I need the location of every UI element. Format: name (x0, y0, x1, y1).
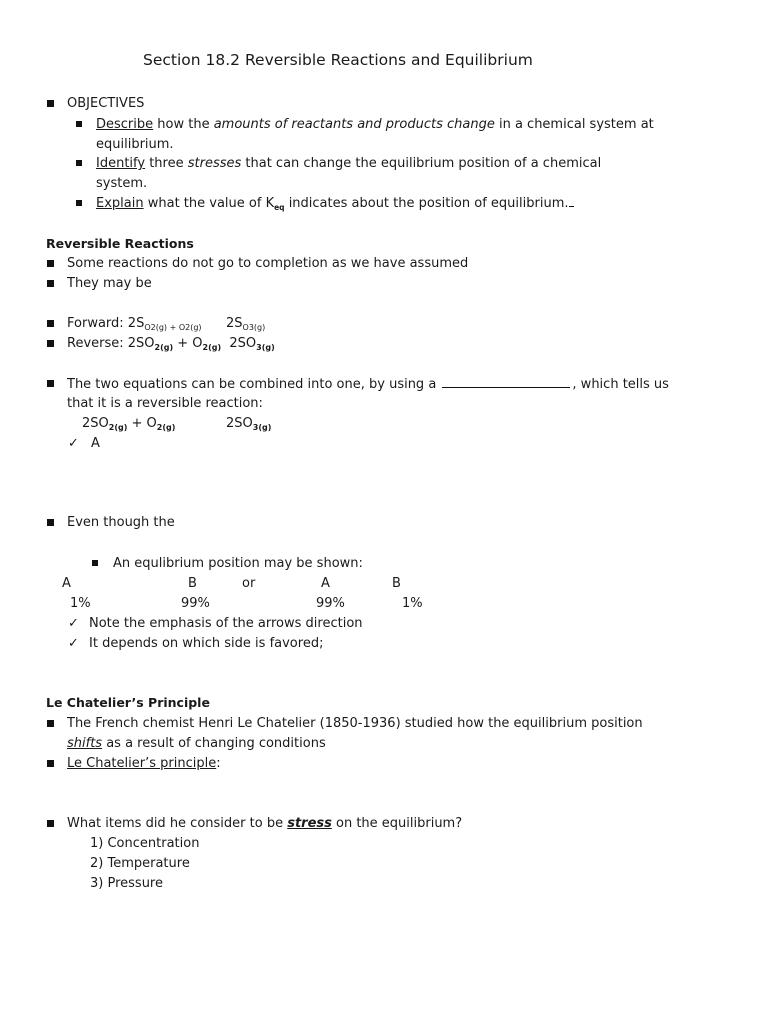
objectives-label: OBJECTIVES (67, 96, 145, 111)
position-row-2-2: 99% (181, 596, 210, 611)
objective-1-line2: equilibrium. (96, 137, 174, 152)
section-heading-reversible: Reversible Reactions (46, 236, 194, 251)
combined-equation-product: $2SO_{3(g)}$ (226, 416, 272, 432)
bullet-icon (47, 380, 54, 387)
le-chatelier-principle: Le Chatelier’s principle: (67, 756, 221, 771)
objective-2-line2: system. (96, 176, 148, 191)
bullet-icon (47, 519, 54, 526)
stress-question: What items did he consider to be stress on the equilibrium? (67, 816, 463, 831)
checkmark-icon: ✓ (68, 636, 79, 651)
bullet-icon (47, 820, 54, 827)
reverse-reaction: Reverse: $2SO_{2(g)} + O_{2(g)}$ $2SO_{3(g)}$ (67, 336, 275, 352)
combined-equation-line2: that it is a reversible reaction: (67, 396, 263, 411)
objective-2: Identify three stresses that can change the equilibrium position of a chemical (96, 156, 602, 171)
forward-reaction: Forward: $2S_{O2(g)}$ $_+$ $_{O2(g)}$ (67, 316, 202, 332)
stress-item-concentration: 1) Concentration (90, 836, 200, 851)
position-row-1-a2: A (321, 576, 330, 591)
position-row-1-b: B (188, 576, 197, 591)
forward-product: $2S_{O3(g)}$ (226, 316, 266, 332)
position-row-1-a: A (62, 576, 71, 591)
bullet-icon (47, 760, 54, 767)
bullet-icon (47, 320, 54, 327)
checkmark-icon: ✓ (68, 436, 79, 451)
bullet-icon (47, 260, 54, 267)
objective-3: Explain what the value of $K_{eq}$ indicates about the position of equilibrium. (96, 196, 574, 216)
equilibrium-position-bullet: An equlibrium position may be shown: (113, 556, 363, 571)
fill-in-blank (442, 376, 570, 388)
bullet-icon (92, 560, 98, 566)
objective-1: Describe how the amounts of reactants and products change in a chemical system at (96, 117, 654, 132)
le-chatelier-bullet-1-line2: shifts as a result of changing conditions (67, 736, 326, 751)
position-row-2-4: 1% (402, 596, 423, 611)
reversible-bullet-1: Some reactions do not go to completion as we have assumed (67, 256, 469, 271)
reversible-bullet-2: They may be (67, 276, 152, 291)
checkmark-icon: ✓ (68, 616, 79, 631)
bullet-icon (47, 100, 54, 107)
combined-equation-text: The two equations can be combined into one, by using a , which tells us (67, 377, 669, 392)
section-heading-le-chatelier: Le Chatelier’s Principle (46, 695, 210, 710)
bullet-icon (47, 280, 54, 287)
position-row-2-3: 99% (316, 596, 345, 611)
position-row-2-1: 1% (70, 596, 91, 611)
bullet-icon (76, 200, 82, 206)
stress-item-pressure: 3) Pressure (90, 876, 163, 891)
note-favored: It depends on which side is favored; (89, 636, 324, 651)
bullet-icon (47, 340, 54, 347)
bullet-icon (47, 720, 54, 727)
check-a: A (91, 436, 100, 451)
position-row-1-or: or (242, 576, 256, 591)
bullet-icon (76, 160, 82, 166)
bullet-icon (76, 121, 82, 127)
combined-equation-reactants: $2SO_{2(g)} + O_{2(g)}$ (82, 416, 176, 432)
position-row-1-b2: B (392, 576, 401, 591)
le-chatelier-bullet-1: The French chemist Henri Le Chatelier (1850-1936) studied how the equilibrium position (67, 716, 643, 731)
even-though-bullet: Even though the (67, 515, 175, 530)
page-title: Section 18.2 Reversible Reactions and Equilibrium (143, 51, 533, 69)
note-arrows: Note the emphasis of the arrows direction (89, 616, 363, 631)
stress-item-temperature: 2) Temperature (90, 856, 190, 871)
